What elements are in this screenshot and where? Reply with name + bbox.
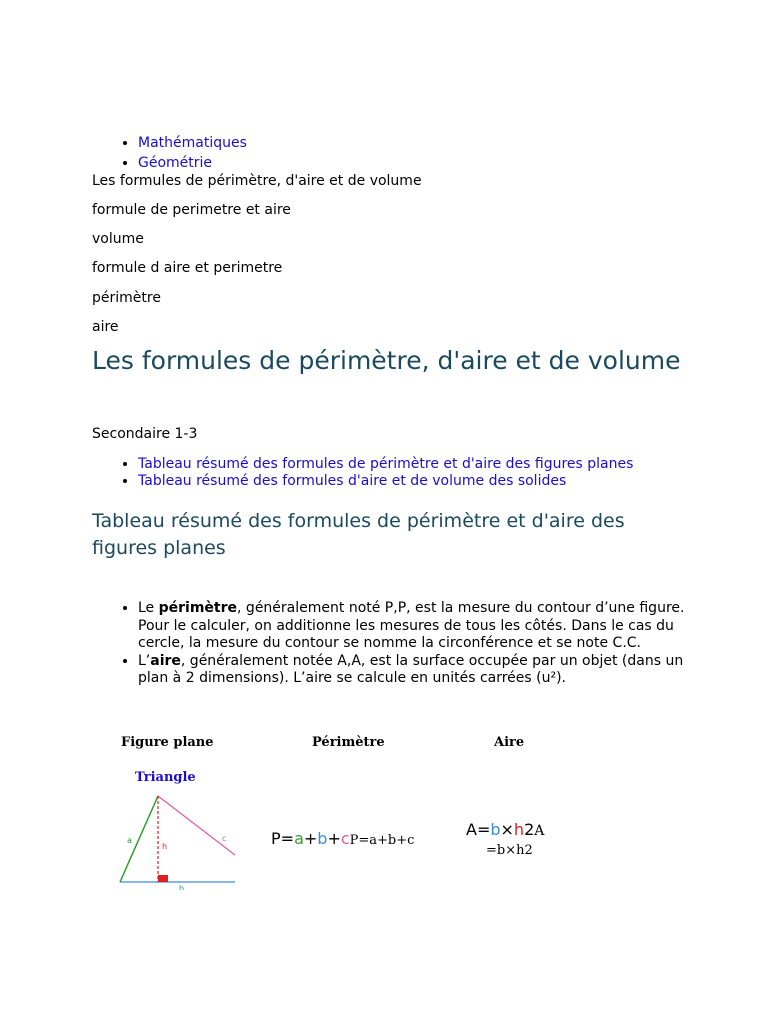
toc-link-figures-planes[interactable]: • Tableau résumé des formules de périmètre et d'aire des figures planes	[138, 456, 678, 473]
triangle-side-a	[120, 796, 158, 882]
definition-term: aire	[150, 652, 181, 669]
tag-5[interactable]: périmètre	[92, 290, 161, 306]
definitions-list	[92, 600, 688, 688]
area-formula	[466, 820, 544, 839]
definition-prefix: L’	[138, 652, 151, 669]
formula-text: P=	[271, 829, 295, 848]
tag-3[interactable]: volume	[92, 231, 144, 247]
definition-prefix: Le	[138, 600, 159, 616]
header-figure-plane: Figure plane	[121, 735, 214, 750]
perimeter-formula	[271, 829, 414, 848]
toc-link-solides[interactable]: • Tableau résumé des formules d'aire et de volume des solides	[138, 473, 678, 490]
formula-two: 2	[524, 820, 535, 839]
formula-var-b: b	[317, 829, 328, 848]
triangle-label-h: h	[162, 842, 168, 851]
breadcrumb-link-mathematiques[interactable]: • Mathématiques	[138, 133, 247, 153]
formula-var-c: c	[340, 829, 350, 848]
triangle-diagram	[115, 790, 240, 890]
section-title: Tableau résumé des formules de périmètre et d'aire des figures planes	[92, 510, 625, 559]
breadcrumb	[92, 133, 247, 173]
header-aire: Aire	[494, 735, 525, 750]
triangle-label-b: b	[179, 884, 185, 890]
definition-term: périmètre	[158, 600, 238, 616]
formula-plus: +	[303, 829, 318, 848]
table-of-contents	[92, 456, 678, 490]
formula-alt-text: A	[534, 823, 545, 839]
tag-1[interactable]: Les formules de périmètre, d'aire et de volume	[92, 173, 422, 189]
definition-aire	[138, 653, 688, 688]
formula-alt-text: P=a+b+c	[349, 833, 415, 848]
formula-times: ×	[500, 820, 514, 839]
right-angle-marker	[158, 875, 168, 882]
level-label: Secondaire 1-3	[92, 426, 198, 442]
definition-text: , généralement noté P,P, est la mesure du contour d’une figure. Pour le calculer, on additionne les mesures de tous les côtés. Dans le cas du cercle, la mesure du contour se nomme la circonférence et se note C.C.	[138, 600, 685, 651]
definition-text: , généralement notée A,A, est la surface occupée par un objet (dans un plan à 2 dimensions). L’aire se calcule en unités carrées (u²).	[138, 652, 684, 686]
header-perimetre: Périmètre	[312, 735, 385, 750]
figure-triangle-link[interactable]: Triangle	[135, 770, 196, 785]
area-formula-alt: =b×h2	[486, 843, 533, 858]
formula-var-b: b	[490, 820, 501, 839]
formula-text: A=	[466, 820, 491, 839]
formula-var-h: h	[513, 820, 525, 839]
formula-plus: +	[327, 829, 341, 848]
formula-var-a: a	[294, 829, 304, 848]
triangle-label-c: c	[222, 834, 227, 843]
page-title: Les formules de périmètre, d'aire et de volume	[92, 346, 681, 375]
definition-perimetre	[138, 600, 688, 653]
triangle-side-c	[158, 796, 235, 855]
triangle-label-a: a	[127, 836, 132, 845]
tag-4[interactable]: formule d aire et perimetre	[92, 260, 283, 276]
tag-6[interactable]: aire	[92, 319, 119, 335]
tag-2[interactable]: formule de perimetre et aire	[92, 202, 291, 218]
breadcrumb-link-geometrie[interactable]: • Géométrie	[138, 153, 247, 173]
